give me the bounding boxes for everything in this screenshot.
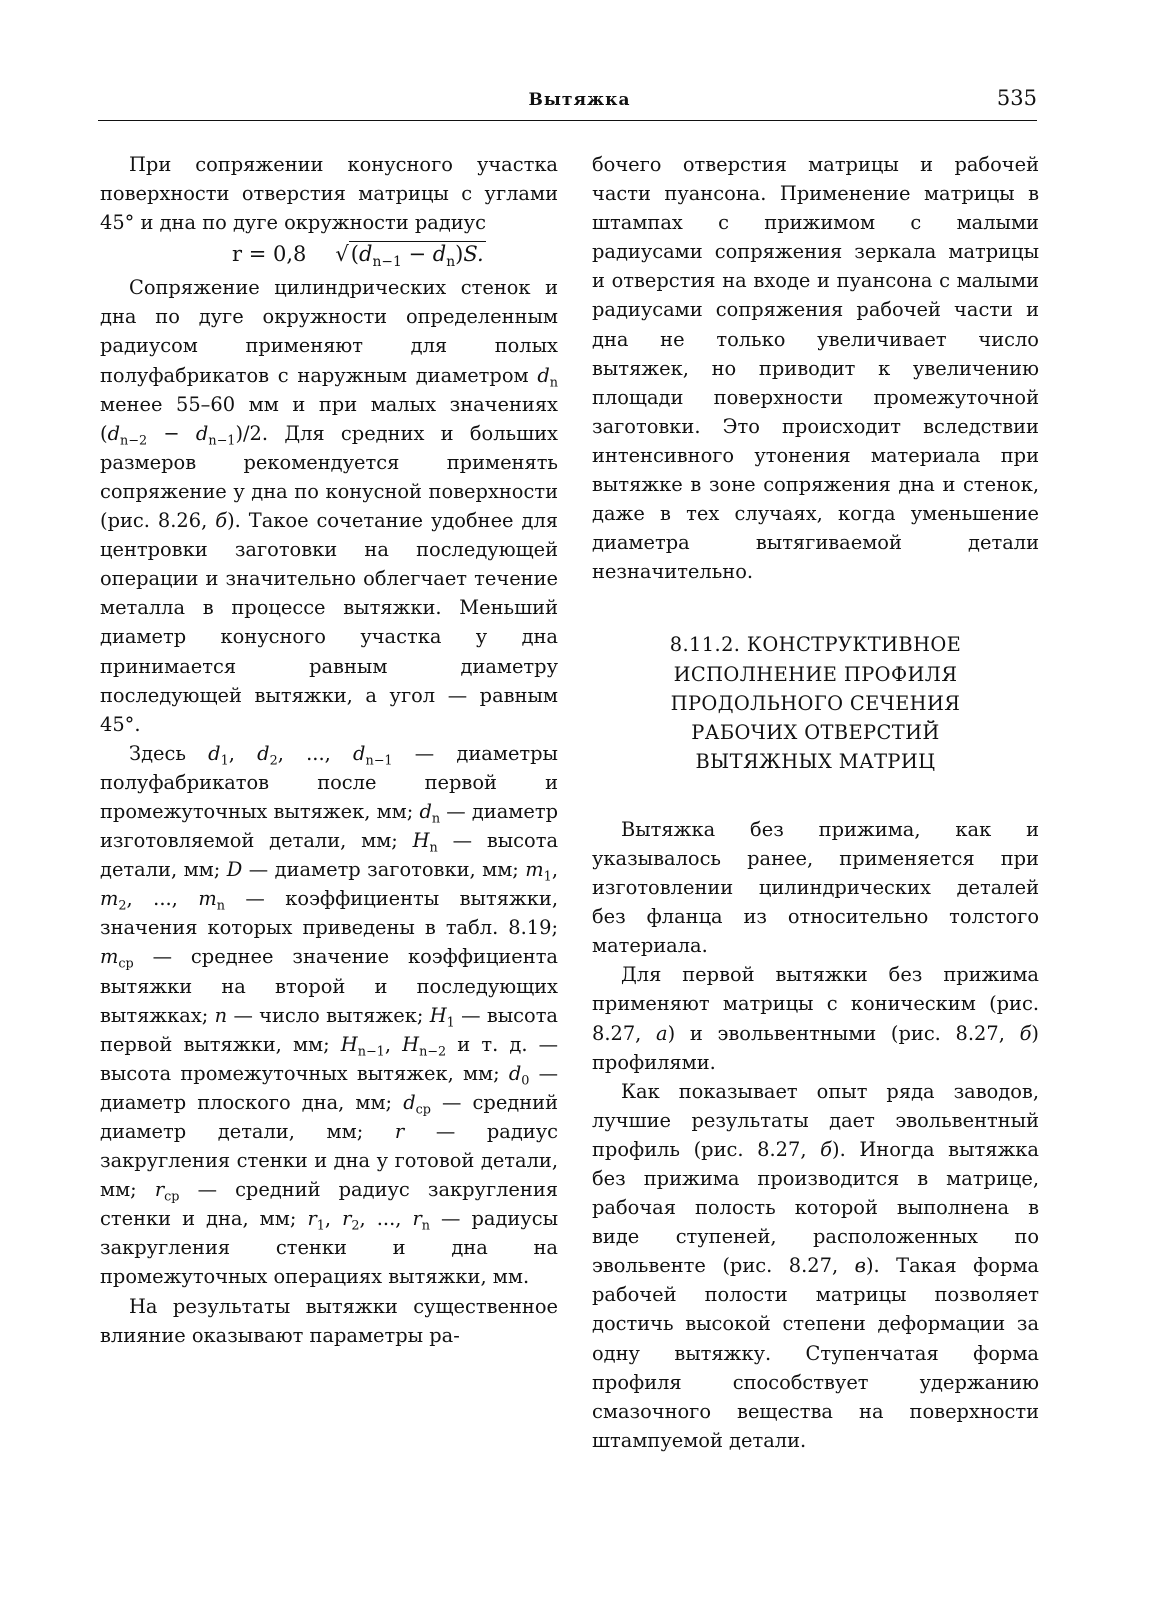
paragraph: Здесь $d_1$, $d_2$, ..., $d_{n-1}$ — диаметры полуфабрикатов после первой и промежуточных вытяжек, мм; $d_n$ — диаметр изготовляемой детали, мм; $H_n$ — высота детали, мм; D — диаметр заготовки, мм; $m_1$, $m_2$, ..., $m_n$ — коэффициенты вытяжки, значения которых приведены в табл. 8.19; $m_{ср}$ — среднее значение коэффициента вытяжки на второй и последующих вытяжках; n — число вытяжек; $H_1$ — высота первой вытяжки, мм; $H_{n-1}$, $H_{n-2}$ и т. д. — высота промежуточных вытяжек, мм; $d_0$ — диаметр плоского дна, мм; $d_{ср}$ — средний диаметр детали, мм; r — радиус закругления стенки и дна у готовой детали, мм; $r_{ср}$ — средний радиус закругления стенки и дна, мм; $r_1$, $r_2$, ..., $r_n$ — радиусы закругления стенки и дна на промежуточных операциях вытяжки, мм. xyxy=(100,741,559,1289)
heading-line: 8.11.2. КОНСТРУКТИВНОЕ xyxy=(669,633,962,657)
header-rule xyxy=(98,120,1037,121)
running-title: Вытяжка xyxy=(528,90,631,110)
paragraph: Сопряжение цилиндрических стенок и дна по дуге окружности определенным радиусом применяют для полых полуфабрикатов с наружным диаметром $d_n$ менее 55–60 мм и при малых значениях $(d_{n-2} - d_{n-1})/2$. Для средних и больших размеров рекомендуется применять сопряжение у дна по конусной поверхности (рис. 8.26, б). Такое сочетание удобнее для центровки заготовки на последующей операции и значительно облегчает течение металла в процессе вытяжки. Меньший диаметр конусного участка у дна принимается равным диаметру последующей вытяжки, а угол — равным 45°. xyxy=(100,276,558,736)
paragraph: Как показывает опыт ряда заводов, лучшие результаты дает эвольвентный профиль (рис. 8.27, б). Иногда вытяжка без прижима производится в матрице, рабочая полость которой выполнена в виде ступеней, расположенных по эвольвенте (рис. 8.27, в). Такая форма рабочей полости матрицы позволяет достичь высокой степени деформации за одну вытяжку. Ступенчатая форма профиля способствует удержанию смазочного вещества на поверхности штампуемой детали. xyxy=(592,1079,1039,1452)
heading-line: ИСПОЛНЕНИЕ ПРОФИЛЯ xyxy=(673,662,958,686)
heading-line: РАБОЧИХ ОТВЕРСТИЙ xyxy=(691,720,940,744)
paragraph: Для первой вытяжки без прижима применяют матрицы с коническим (рис. 8.27, а) и эвольвентными (рис. 8.27, б) профилями. xyxy=(592,963,1039,1074)
formula-lhs: r = 0,8 xyxy=(232,242,307,267)
heading-line: ПРОДОЛЬНОГО СЕЧЕНИЯ xyxy=(670,691,961,715)
paragraph: Вытяжка без прижима, как и указывалось ранее, применяется при изготовлении цилиндрических деталей без фланца из относительно толстого материала. xyxy=(592,817,1039,958)
right-column xyxy=(592,150,1039,1455)
paragraph: При сопряжении конусного участка поверхности отверстия матрицы с углами 45° и дна по дуге окружности радиус xyxy=(100,153,558,235)
paragraph: На результаты вытяжки существенное влияние оказывают параметры ра- xyxy=(100,1294,558,1347)
radicand: $(d_{n-1} - d_n)S$. xyxy=(350,242,484,271)
running-head xyxy=(0,84,1159,124)
radius-formula xyxy=(100,237,558,273)
section-heading xyxy=(592,630,1039,775)
square-root: $√(d_{n-1} - d_n)S$. xyxy=(335,242,484,271)
paragraph-continued: бочего отверстия матрицы и рабочей части пуансона. Применение матрицы в штампах с прижимом с малыми радиусами сопряжения зеркала матрицы и отверстия на входе и пуансона с малыми радиусами сопряжения рабочей части и дна не только увеличивает число вытяжек, но приводит к увеличению площади поверхности промежуточной заготовки. Это происходит вследствии интенсивного утонения материала при вытяжке в зоне сопряжения дна и стенок, даже в тех случаях, когда уменьшение диаметра вытягиваемой детали незначительно. xyxy=(592,153,1039,584)
page-number: 535 xyxy=(996,86,1037,110)
left-column xyxy=(100,150,558,1350)
heading-line: ВЫТЯЖНЫХ МАТРИЦ xyxy=(695,749,936,773)
